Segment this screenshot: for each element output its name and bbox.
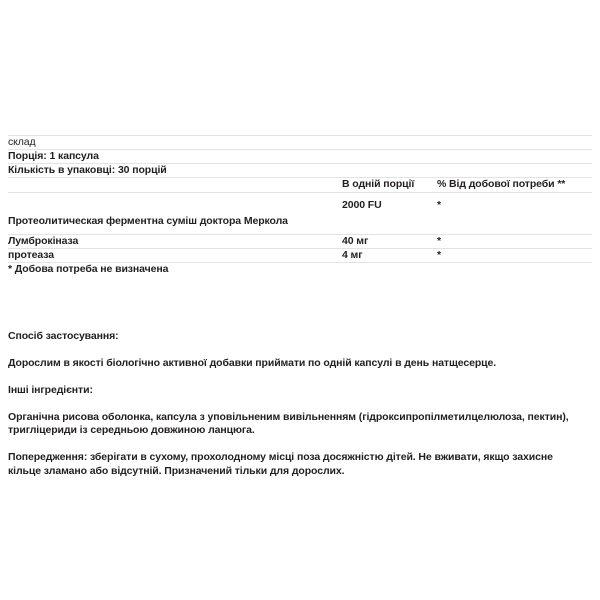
table-row (8, 234, 592, 248)
other-ingredients-text: Органічна рисова оболонка, капсула з уповільненим вивільненням (гідроксипропілметилцелюлоза, пектин), тригліцериди із середньою довжиною ланцюга. (8, 410, 569, 437)
ingredient-amount: 40 мг (342, 234, 369, 247)
directions-heading: Спосіб застосування: (8, 330, 119, 342)
ingredient-daily-value: * (437, 248, 441, 261)
table-row-title (8, 136, 592, 150)
warning-text: Попередження: зберігати в сухому, прохолодному місці поза досяжністю дітей. Не вживати, якщо захисне кільце зламано або відсутній. Призначений тільки для дорослих. (8, 451, 553, 478)
table-row (8, 192, 592, 234)
daily-value-footnote: * Добова потреба не визначена (8, 262, 169, 275)
facts-title: склад (8, 136, 36, 148)
table-row-servings-per-container (8, 164, 592, 178)
column-header-amount-per-serving: В одній порції (342, 178, 415, 191)
column-header-name (8, 178, 342, 192)
supplement-facts-table (8, 135, 592, 276)
directions-text: Дорослим в якості біологічно активної добавки приймати по одній капсулі в день натщесерце. (8, 356, 497, 369)
product-body-copy (8, 330, 586, 479)
ingredient-name: Протеолитическая ферментна суміш доктора Меркола (8, 214, 288, 227)
serving-size-label: Порція: 1 капсула (8, 150, 99, 163)
ingredient-amount: 2000 FU (342, 198, 382, 211)
ingredient-daily-value: * (437, 198, 441, 211)
table-row (8, 248, 592, 262)
table-row-footnote (8, 262, 592, 276)
table-row-serving-size (8, 150, 592, 164)
servings-per-container-label: Кількість в упаковці: 30 порцій (8, 164, 167, 177)
ingredient-daily-value: * (437, 234, 441, 247)
other-ingredients-heading: Інші інгредієнти: (8, 383, 93, 396)
ingredient-name: Лумброкіназа (8, 234, 79, 247)
table-header-row (8, 178, 592, 192)
ingredient-amount: 4 мг (342, 248, 363, 261)
column-header-percent-daily-value: % Від добової потреби ** (437, 178, 566, 191)
ingredient-name: протеаза (8, 248, 54, 261)
